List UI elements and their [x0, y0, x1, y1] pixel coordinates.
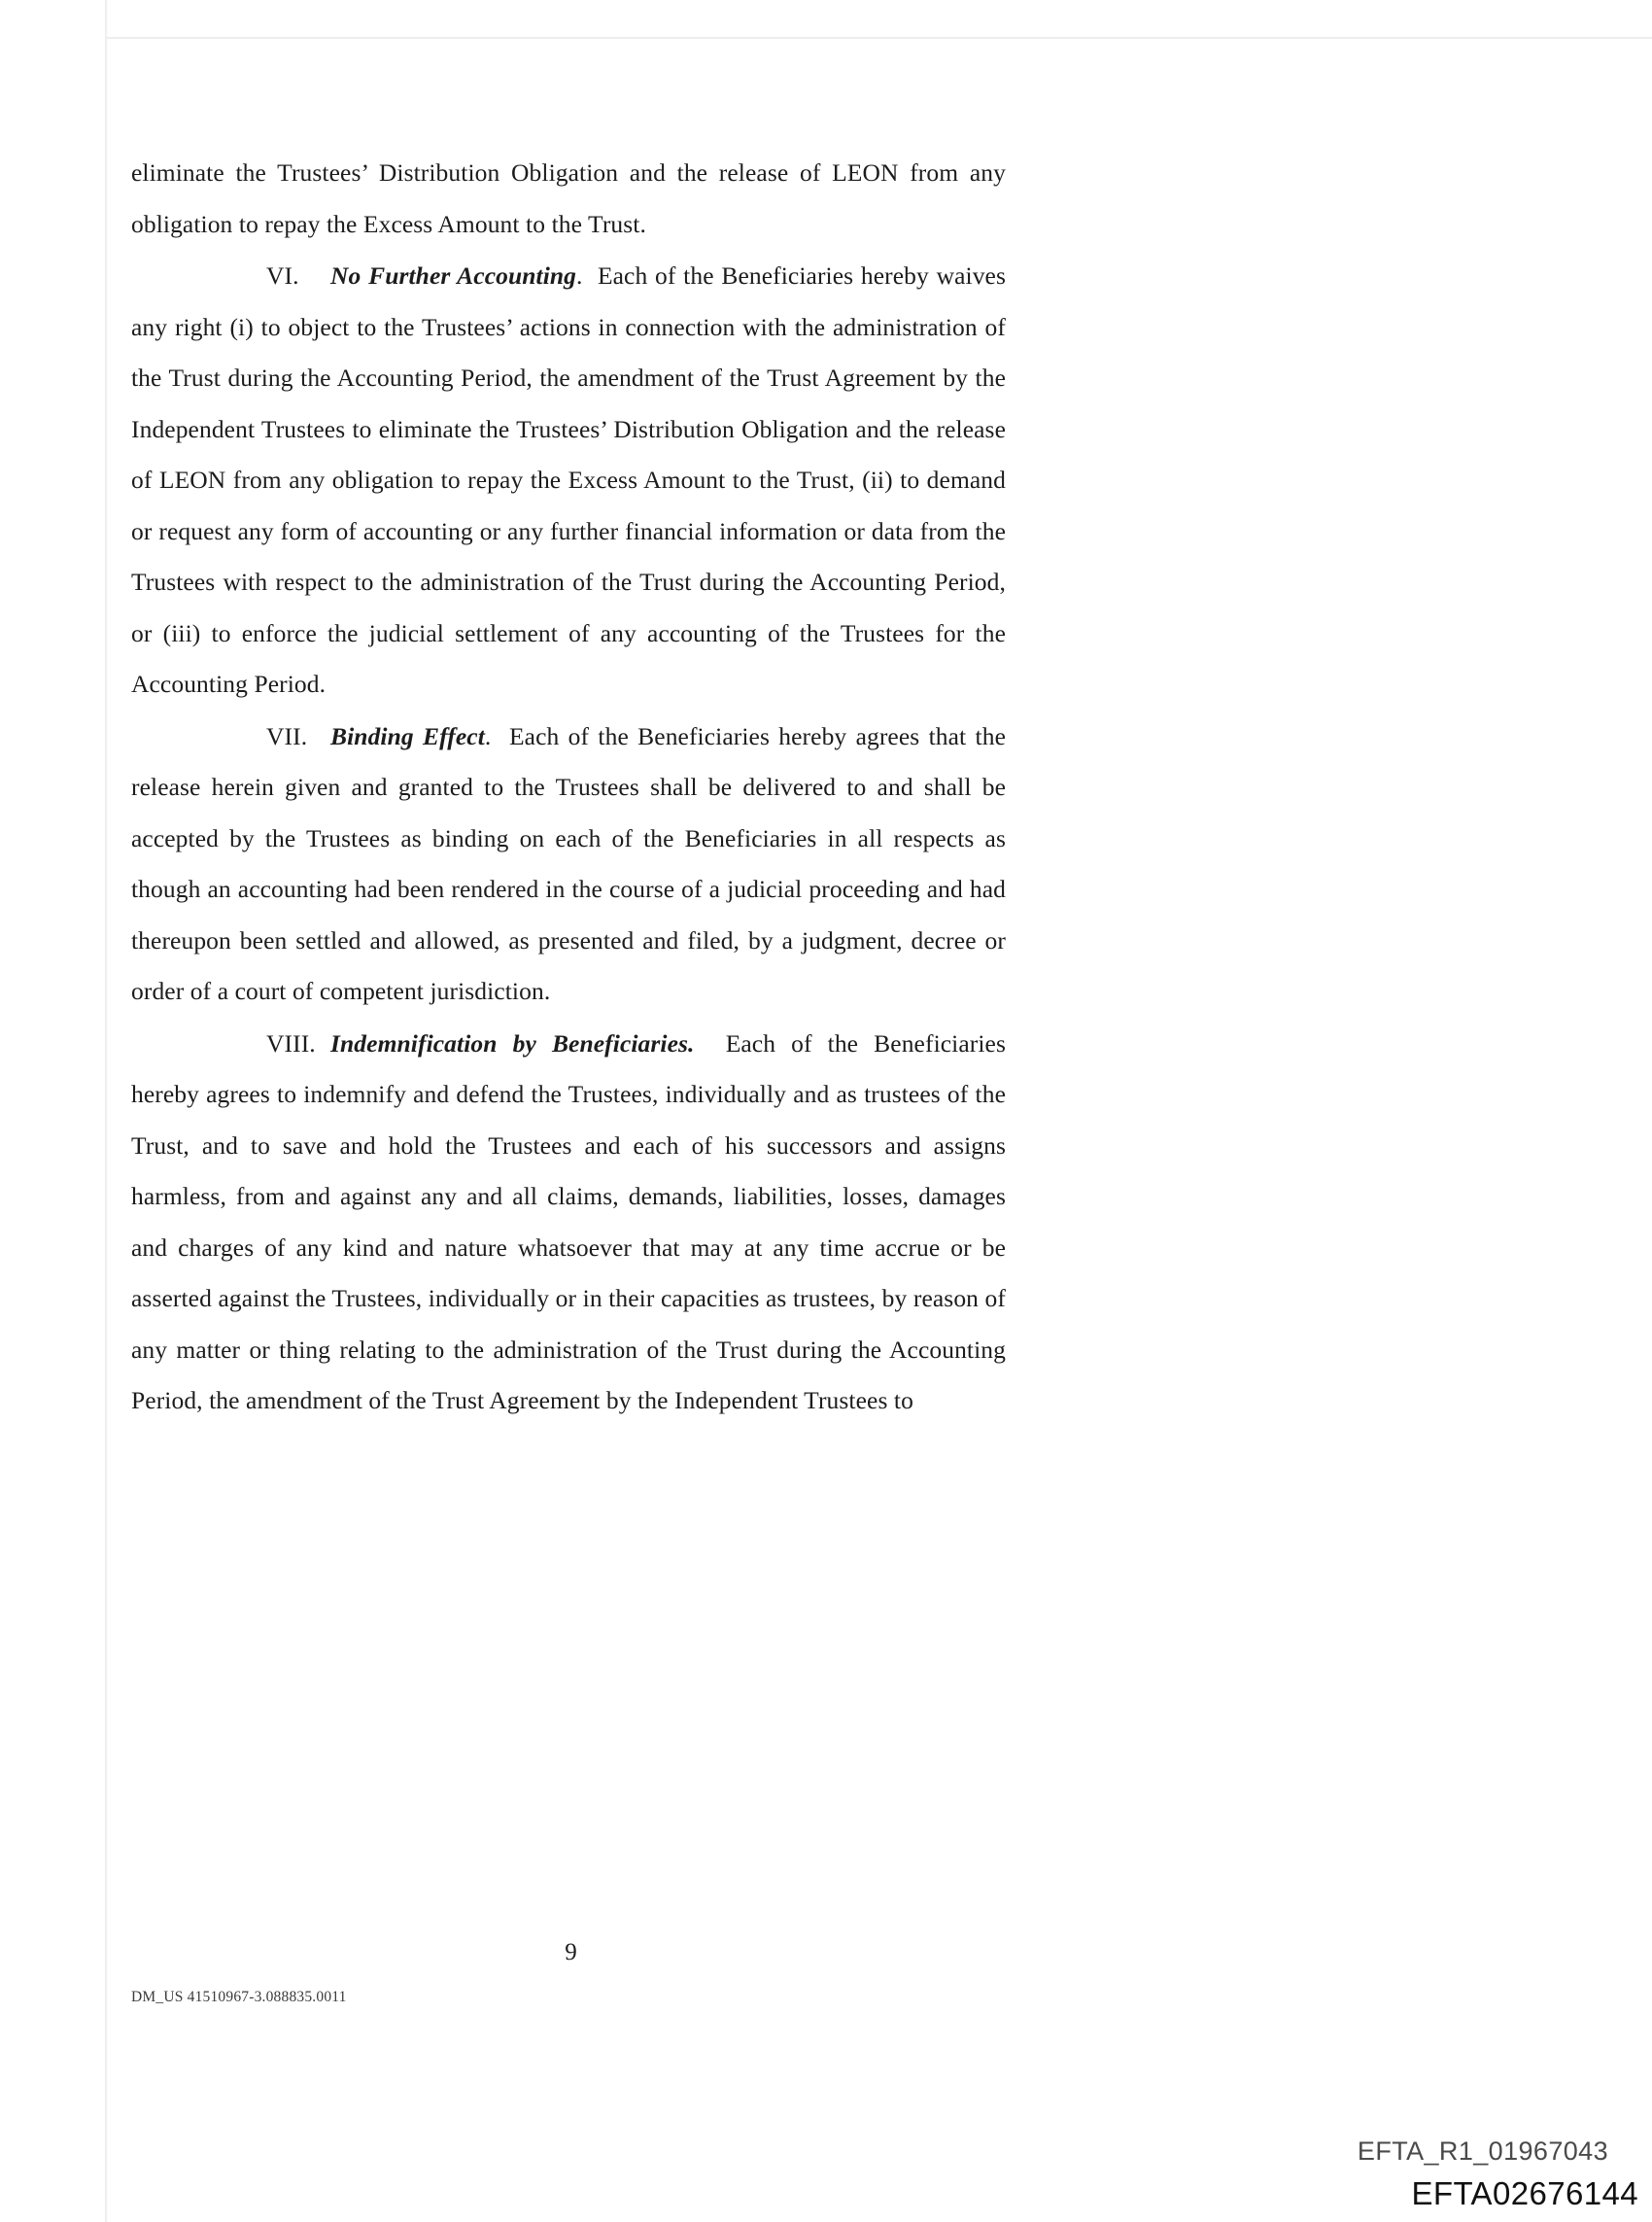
- scan-edge-top: [105, 37, 1652, 39]
- section-vi-title-suffix: .: [576, 261, 583, 290]
- section-viii-text: Each of the Beneficiaries hereby agrees to indemnify and defend the Trustees, individually and as trustees of the Trust, and to save and hold the Trustees and each of his successors and assigns harmless, from and against any and all claims, demands, liabilities, losses, damages and charges of any kind and nature whatsoever that may at any time accrue or be asserted against the Trustees, individually or in their capacities as trustees, by reason of any matter or thing relating to the administration of the Trust during the Accounting Period, the amendment of the Trust Agreement by the Independent Trustees to: [131, 1028, 1006, 1414]
- paragraph-continued-text: eliminate the Trustees’ Distribution Obligation and the release of LEON from any obligation to repay the Excess Amount to the Trust.: [131, 158, 1006, 238]
- document-body: [131, 148, 1006, 1427]
- section-vi-title: No Further Accounting: [330, 261, 577, 290]
- scan-edge-left: [105, 0, 108, 2222]
- section-vii-title: Binding Effect: [330, 721, 485, 750]
- section-vi-text: Each of the Beneficiaries hereby waives any right (i) to object to the Trustees’ actions in connection with the administration of the Trust during the Accounting Period, the amendment of the Trust Agreement by the Independent Trustees to eliminate the Trustees’ Distribution Obligation and the release of LEON from any obligation to repay the Excess Amount to the Trust, (ii) to demand or request any form of accounting or any further financial information or data from the Trustees with respect to the administration of the Trust during the Accounting Period, or (iii) to enforce the judicial settlement of any accounting of the Trustees for the Accounting Period.: [131, 261, 1006, 698]
- bates-number-primary: EFTA_R1_01967043: [1357, 2136, 1608, 2166]
- page-number: 9: [565, 1939, 577, 1965]
- paragraph-section-viii: [131, 1019, 1006, 1427]
- section-viii-title: Indemnification by Beneficiaries.: [330, 1028, 695, 1058]
- section-vii-title-suffix: .: [484, 721, 492, 750]
- footer-document-reference: DM_US 41510967-3.088835.0011: [131, 1989, 347, 2005]
- paragraph-continued: [131, 148, 1006, 250]
- section-vii-text: Each of the Beneficiaries hereby agrees that the release herein given and granted to the Trustees shall be delivered to and shall be accepted by the Trustees as binding on each of the Beneficiaries in all respects as though an accounting had been rendered in the course of a judicial proceeding and had thereupon been settled and allowed, as presented and filed, by a judgment, decree or order of a court of competent jurisdiction.: [131, 721, 1006, 1005]
- section-viii-numeral: VIII.: [266, 1028, 316, 1058]
- section-vi-numeral: VI.: [266, 261, 299, 290]
- bates-number-secondary: EFTA02676144: [1411, 2175, 1638, 2211]
- paragraph-section-vi: [131, 251, 1006, 711]
- paragraph-section-vii: [131, 712, 1006, 1018]
- section-vii-numeral: VII.: [266, 721, 308, 750]
